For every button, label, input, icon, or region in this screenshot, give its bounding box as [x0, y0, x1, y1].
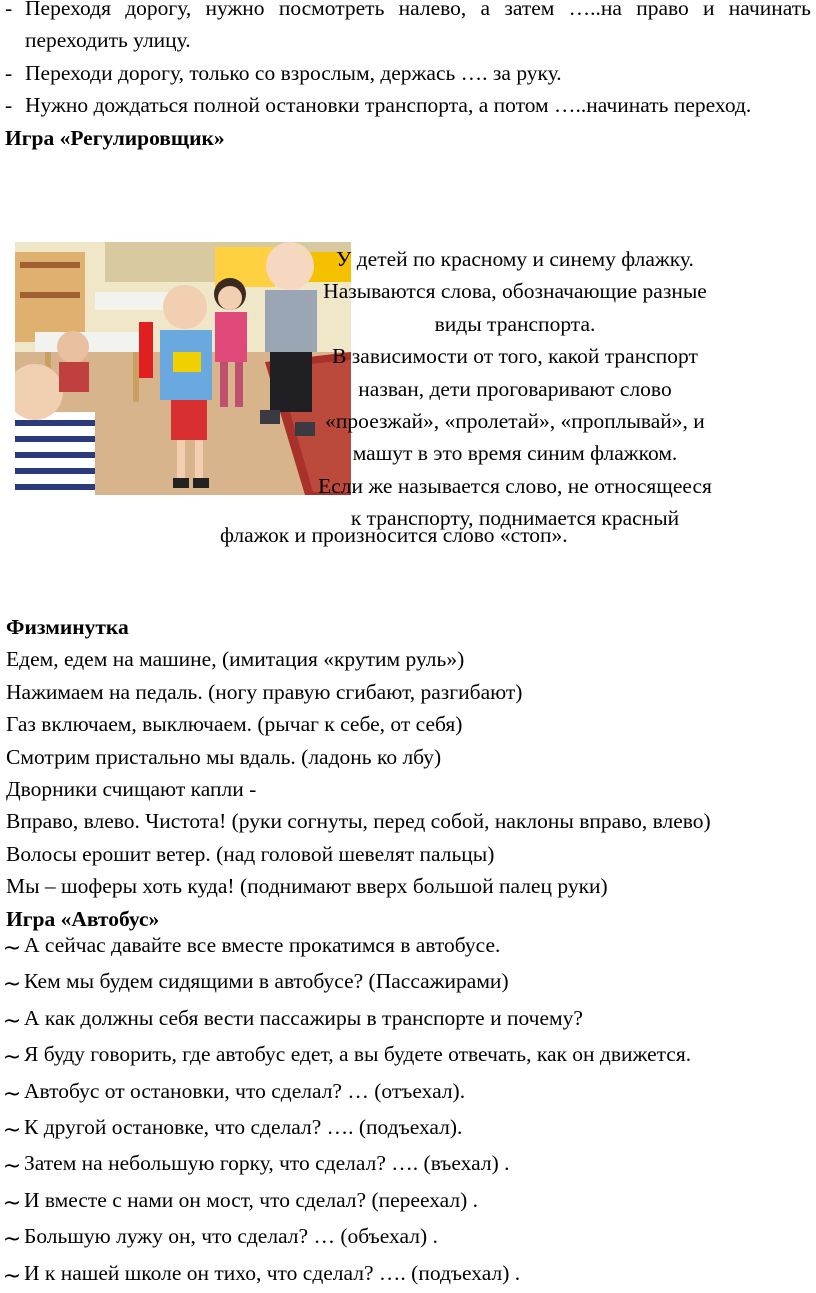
list-item [0, 1257, 816, 1293]
list-item [5, 57, 811, 89]
game1-description [200, 243, 816, 535]
poem-line: Нажимаем на педаль. (ногу правую сгибают, разгибают) [6, 679, 523, 704]
tilde-bullet-icon: ~ [2, 972, 22, 998]
description-line: В зависимости от того, какой транспорт [332, 344, 698, 369]
list-item [0, 929, 816, 965]
list-item [0, 965, 816, 1001]
list-item [0, 1038, 816, 1074]
list-item-text: Переходя дорогу, нужно посмотреть налево, а затем …..на право и начинать переходить улицу. [25, 0, 811, 53]
list-item-text: Кем мы будем сидящими в автобусе? (Пассажирами) [24, 969, 509, 994]
game2-title: Игра «Автобус» [6, 906, 160, 931]
poem-line: Волосы ерошит ветер. (над головой шевелят пальцы) [6, 841, 495, 866]
tilde-bullet-icon: ~ [2, 1263, 22, 1289]
dash-marker: - [5, 0, 13, 20]
poem-line: Мы – шоферы хоть куда! (поднимают вверх большой палец руки) [6, 874, 608, 899]
list-item-text: И вместе с нами он мост, что сделал? (переехал) . [24, 1187, 479, 1212]
list-item [0, 1147, 816, 1183]
fizminutka-title: Физминутка [6, 615, 129, 639]
list-item-text: Я буду говорить, где автобус едет, а вы будете отвечать, как он движется. [24, 1042, 692, 1067]
poem-line: Смотрим пристально мы вдаль. (ладонь ко лбу) [6, 744, 442, 769]
tilde-bullet-icon: ~ [2, 1081, 22, 1107]
tilde-bullet-icon: ~ [2, 1008, 22, 1034]
game1-title: Игра «Регулировщик» [5, 125, 225, 150]
rules-list [5, 0, 811, 154]
description-line: У детей по красному и синему флажку. [336, 247, 694, 271]
dash-marker: - [5, 93, 13, 118]
description-line: назван, дети проговаривают слово [358, 376, 672, 401]
fizminutka-section [6, 611, 812, 935]
list-item-text: Затем на небольшую горку, что сделал? …. (въехал) . [24, 1151, 510, 1176]
tilde-bullet-icon: ~ [2, 1227, 22, 1253]
poem-line: Едем, едем на машине, (имитация «крутим руль») [6, 647, 465, 672]
poem-line: Дворники счищают капли - [6, 777, 257, 802]
list-item-text: Переходи дорогу, только со взрослым, держась …. за руку. [25, 60, 562, 85]
list-item [0, 1002, 816, 1038]
tilde-bullet-icon: ~ [2, 1154, 22, 1180]
list-item-text: К другой остановке, что сделал? …. (подъехал). [24, 1115, 463, 1140]
list-item [0, 1111, 816, 1147]
bus-game-list [0, 929, 816, 1293]
list-item-text: А сейчас давайте все вместе прокатимся в автобусе. [24, 933, 501, 957]
list-item-text: Нужно дождаться полной остановки транспорта, а потом …..начинать переход. [25, 93, 752, 118]
poem-line: Вправо, влево. Чистота! (руки согнуты, перед собой, наклоны вправо, влево) [6, 809, 711, 834]
description-line: машут в это время синим флажком. [352, 441, 678, 466]
description-line: флажок и произносится слово «стоп». [220, 523, 568, 547]
list-item-text: Большую лужу он, что сделал? … (объехал) . [24, 1224, 438, 1249]
list-item [5, 89, 811, 121]
tilde-bullet-icon: ~ [2, 936, 22, 961]
list-item-text: А как должны себя вести пассажиры в транспорте и почему? [24, 1005, 583, 1030]
tilde-bullet-icon: ~ [2, 1190, 22, 1216]
description-line: Если же называется слово, не относящееся [318, 473, 712, 498]
tilde-bullet-icon: ~ [2, 1118, 22, 1144]
description-line: к транспорту, поднимается красный [350, 506, 680, 531]
list-item-text: И к нашей школе он тихо, что сделал? …. (подъехал) . [24, 1260, 521, 1285]
list-item-text: Автобус от остановки, что сделал? … (отъехал). [24, 1078, 466, 1103]
poem-line: Газ включаем, выключаем. (рычаг к себе, от себя) [6, 712, 463, 737]
dash-marker: - [5, 60, 13, 85]
list-item [0, 1220, 816, 1256]
list-item [0, 1184, 816, 1220]
list-item [5, 0, 811, 57]
description-line: виды транспорта. [434, 311, 596, 336]
description-line: «проезжай», «пролетай», «проплывай», и [325, 409, 705, 434]
list-item [0, 1075, 816, 1111]
description-line: Называются слова, обозначающие разные [323, 279, 707, 304]
tilde-bullet-icon: ~ [2, 1045, 22, 1071]
